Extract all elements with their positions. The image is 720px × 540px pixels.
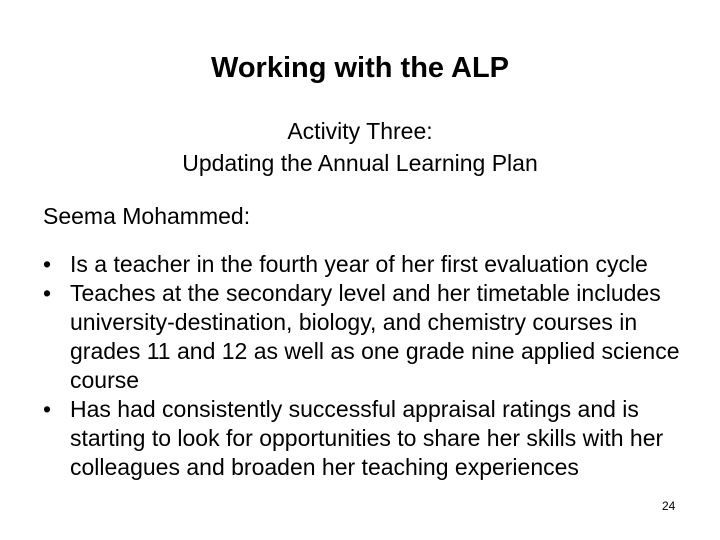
bullet-text: Teaches at the secondary level and her timetable includes university-destination, biology, and chemistry courses in grades 11 and 12 as well as one grade nine applied science course — [70, 280, 680, 393]
page-number: 24 — [662, 499, 676, 513]
bullet-item — [43, 250, 683, 279]
bullet-text: Is a teacher in the fourth year of her first evaluation cycle — [70, 251, 648, 277]
bullet-dot: • — [43, 251, 52, 277]
bullet-dot: • — [43, 396, 52, 422]
activity-heading — [0, 115, 720, 179]
subject-name: Seema Mohammed: — [43, 203, 251, 229]
slide-title: Working with the ALP — [210, 52, 510, 84]
bullet-text: Has had consistently successful appraisal ratings and is starting to look for opportunities to share her skills with her colleagues and broaden her teaching experiences — [70, 396, 664, 480]
bullet-list — [43, 250, 683, 482]
bullet-dot: • — [43, 280, 52, 306]
bullet-item — [43, 279, 683, 395]
bullet-item — [43, 395, 683, 482]
activity-subtitle: Updating the Annual Learning Plan — [182, 150, 538, 176]
activity-label: Activity Three: — [287, 118, 433, 144]
